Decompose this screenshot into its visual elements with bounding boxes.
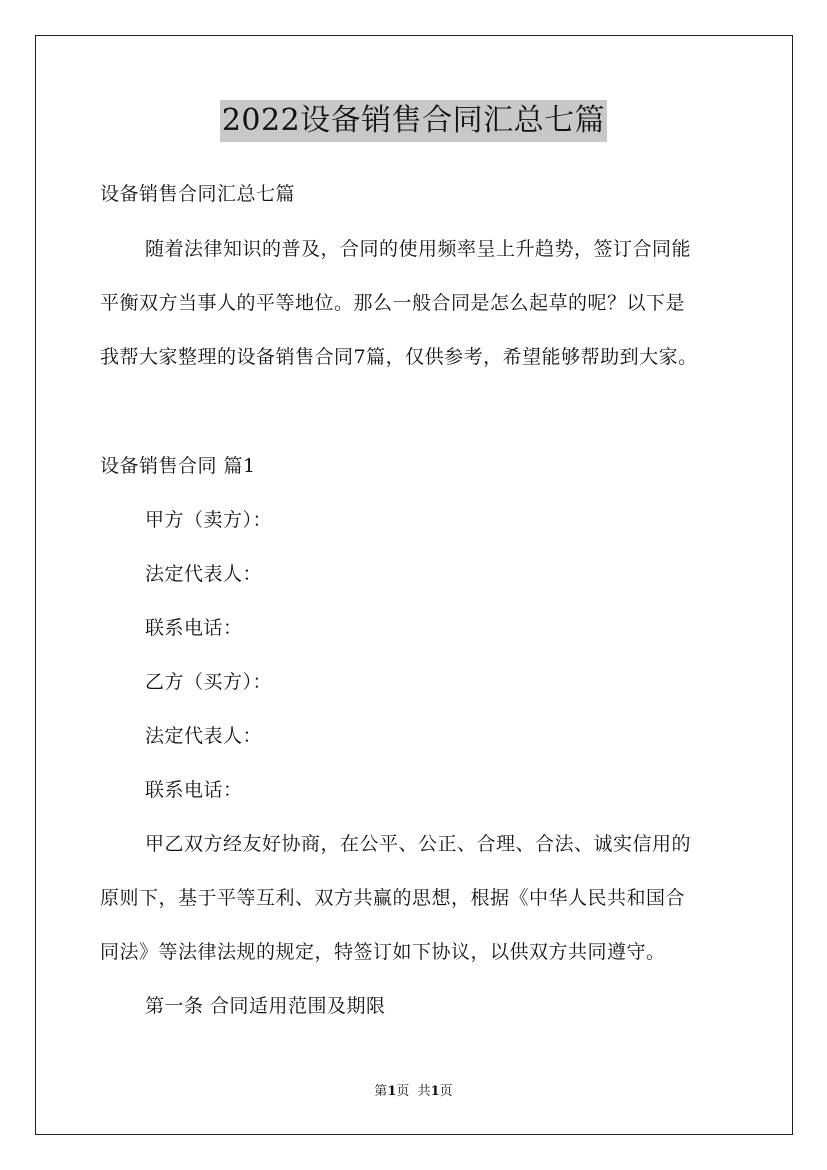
page-footer — [0, 1083, 827, 1101]
article-1-heading: 第一条 合同适用范围及期限 — [145, 995, 386, 1017]
intro-line-3: 我帮大家整理的设备销售合同7篇，仅供参考，希望能够帮助到大家。 — [100, 346, 698, 368]
party-b-label: 乙方（买方）： — [145, 671, 273, 693]
party-a-label: 甲方（卖方）： — [145, 509, 273, 531]
title-container — [0, 100, 827, 142]
party-a-phone-label: 联系电话： — [145, 617, 243, 639]
party-a-representative-label: 法定代表人： — [145, 563, 263, 585]
document-subtitle: 设备销售合同汇总七篇 — [100, 183, 296, 205]
footer-page-prefix: 第 — [374, 1084, 388, 1099]
footer-page-number: 1 — [387, 1084, 397, 1099]
agreement-line-2: 原则下，基于平等互利、双方共赢的思想，根据《中华人民共和国合 — [100, 887, 686, 909]
footer-total-pages: 1 — [430, 1084, 440, 1099]
party-b-phone-label: 联系电话： — [145, 779, 243, 801]
party-b-representative-label: 法定代表人： — [145, 725, 263, 747]
agreement-line-3: 同法》等法律法规的规定，特签订如下协议，以供双方共同遵守。 — [100, 941, 666, 963]
intro-line-1: 随着法律知识的普及，合同的使用频率呈上升趋势，签订合同能 — [145, 238, 692, 260]
agreement-line-1: 甲乙双方经友好协商，在公平、公正、合理、合法、诚实信用的 — [145, 833, 692, 855]
document-title: 2022设备销售合同汇总七篇 — [220, 100, 607, 142]
footer-page-mid: 页 共 — [396, 1084, 431, 1099]
section-heading: 设备销售合同 篇1 — [100, 455, 256, 477]
intro-line-2: 平衡双方当事人的平等地位。那么一般合同是怎么起草的呢？以下是 — [100, 292, 686, 314]
footer-page-suffix: 页 — [439, 1084, 453, 1099]
